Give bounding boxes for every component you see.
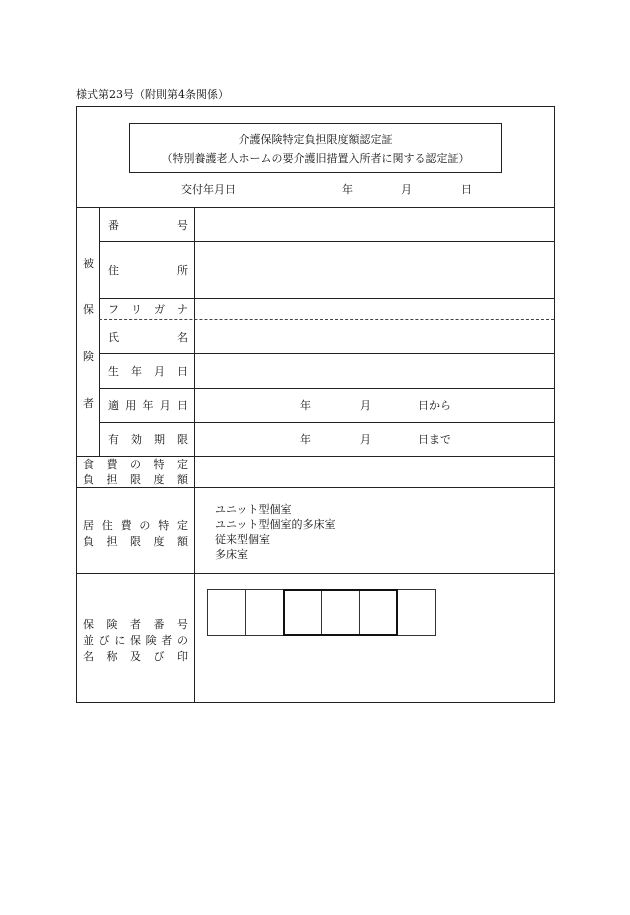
column-divider: [194, 207, 195, 703]
row-divider: [99, 353, 554, 354]
label-char: に: [114, 634, 126, 647]
label-char: 負: [83, 473, 94, 486]
label-char: 適: [108, 399, 119, 412]
group-divider: [99, 207, 100, 456]
certificate-form: [76, 106, 555, 703]
label-char: の: [176, 634, 188, 647]
label-char: 特: [158, 519, 170, 532]
row-divider: [99, 388, 554, 389]
residence-option: 従来型個室: [215, 533, 270, 546]
label-char: フ: [108, 303, 119, 316]
residence-option: ユニット型個室的多床室: [215, 518, 336, 531]
valid-month-unit: 月: [360, 433, 371, 446]
label-char: 限: [130, 535, 141, 548]
insurer-number-highlight-frame: [283, 589, 398, 636]
label-char: 険: [106, 618, 118, 631]
label-char: 険: [145, 634, 157, 647]
label-char: 名: [177, 331, 188, 344]
valid-day-until: 日まで: [418, 433, 451, 446]
label-char: 限: [177, 433, 188, 446]
label-char: リ: [131, 303, 142, 316]
form-number: 様式第23号（附則第4条関係）: [76, 88, 229, 101]
label-char: 負: [83, 535, 94, 548]
label-char: 番: [108, 219, 119, 232]
divider: [77, 456, 554, 457]
label-char: 並: [83, 634, 94, 647]
label-char: ナ: [177, 303, 188, 316]
label-char: 住: [101, 519, 113, 532]
label-char: 者: [161, 634, 173, 647]
label-char: 用: [125, 399, 137, 412]
label-char: 月: [159, 399, 171, 412]
furigana-dashed-divider: [99, 319, 554, 320]
residence-option: 多床室: [215, 548, 248, 561]
insurer-label-line1: [83, 618, 188, 631]
label-char: 住: [108, 264, 119, 277]
food-label-line1: [83, 458, 188, 471]
issue-date-label: 交付年月日: [181, 183, 236, 196]
label-char: 有: [108, 433, 119, 446]
label-char: 担: [106, 473, 118, 486]
label-furigana: [108, 303, 188, 316]
label-birth-date: [108, 365, 188, 378]
insurer-number-digit-box[interactable]: [207, 589, 246, 636]
row-divider: [99, 241, 554, 242]
insured-group-char: 者: [83, 397, 94, 410]
label-char: 額: [177, 535, 188, 548]
residence-option: ユニット型個室: [215, 503, 292, 516]
divider: [77, 573, 554, 574]
applied-year-unit: 年: [300, 399, 311, 412]
label-char: 担: [106, 535, 118, 548]
label-char: 氏: [108, 331, 119, 344]
label-char: 保: [83, 618, 94, 631]
label-char: 生: [108, 365, 119, 378]
label-char: 印: [177, 650, 188, 663]
label-char: 定: [176, 519, 188, 532]
insured-group-char: 保: [83, 303, 94, 316]
insurer-label-line3: [83, 650, 188, 663]
label-char: ガ: [154, 303, 165, 316]
label-char: 号: [177, 219, 188, 232]
label-char: 者: [130, 618, 141, 631]
label-char: 番: [153, 618, 165, 631]
label-char: 日: [177, 365, 188, 378]
label-char: 名: [83, 650, 94, 663]
label-address: [108, 264, 188, 277]
title-main: 介護保険特定負担限度額認定証: [238, 133, 393, 146]
divider: [77, 207, 554, 208]
divider: [77, 487, 554, 488]
row-divider: [99, 298, 554, 299]
insurer-label-line2: [83, 634, 188, 647]
food-label-line2: [83, 473, 188, 486]
applied-day-from: 日から: [418, 399, 451, 412]
issue-date-day: 日: [461, 183, 472, 196]
label-char: 年: [131, 365, 142, 378]
label-char: の: [130, 458, 141, 471]
title-box: [129, 123, 502, 173]
insurer-number-digit-box[interactable]: [245, 589, 284, 636]
label-char: 称: [106, 650, 118, 663]
label-char: 費: [106, 458, 118, 471]
label-char: 居: [83, 519, 94, 532]
label-valid-until: [108, 433, 188, 446]
label-char: 食: [83, 458, 94, 471]
label-char: 費: [120, 519, 132, 532]
issue-date-month: 月: [401, 183, 412, 196]
label-name: [108, 331, 188, 344]
insurer-number-digit-box[interactable]: [397, 589, 436, 636]
label-char: 保: [129, 634, 141, 647]
label-char: 特: [153, 458, 165, 471]
label-char: 額: [177, 473, 188, 486]
label-char: 所: [177, 264, 188, 277]
label-char: び: [153, 650, 165, 663]
label-char: 定: [177, 458, 188, 471]
label-char: 月: [154, 365, 165, 378]
label-char: 期: [154, 433, 165, 446]
label-char: 効: [131, 433, 142, 446]
label-char: 限: [130, 473, 141, 486]
label-applied-date: [108, 399, 188, 412]
label-char: 及: [130, 650, 141, 663]
residence-label-line2: [83, 535, 188, 548]
residence-label-line1: [83, 519, 188, 532]
applied-month-unit: 月: [360, 399, 371, 412]
row-divider: [99, 422, 554, 423]
label-char: び: [98, 634, 110, 647]
label-char: 日: [177, 399, 188, 412]
issue-date-year: 年: [342, 183, 353, 196]
label-char: 度: [153, 473, 165, 486]
label-char: の: [139, 519, 151, 532]
insured-group-char: 険: [83, 350, 94, 363]
label-char: 号: [177, 618, 188, 631]
valid-year-unit: 年: [300, 433, 311, 446]
label-char: 度: [153, 535, 165, 548]
title-sub: （特別養護老人ホームの要介護旧措置入所者に関する認定証）: [161, 152, 470, 165]
insured-group-char: 被: [83, 257, 94, 270]
label-char: 年: [142, 399, 154, 412]
label-number: [108, 219, 188, 232]
